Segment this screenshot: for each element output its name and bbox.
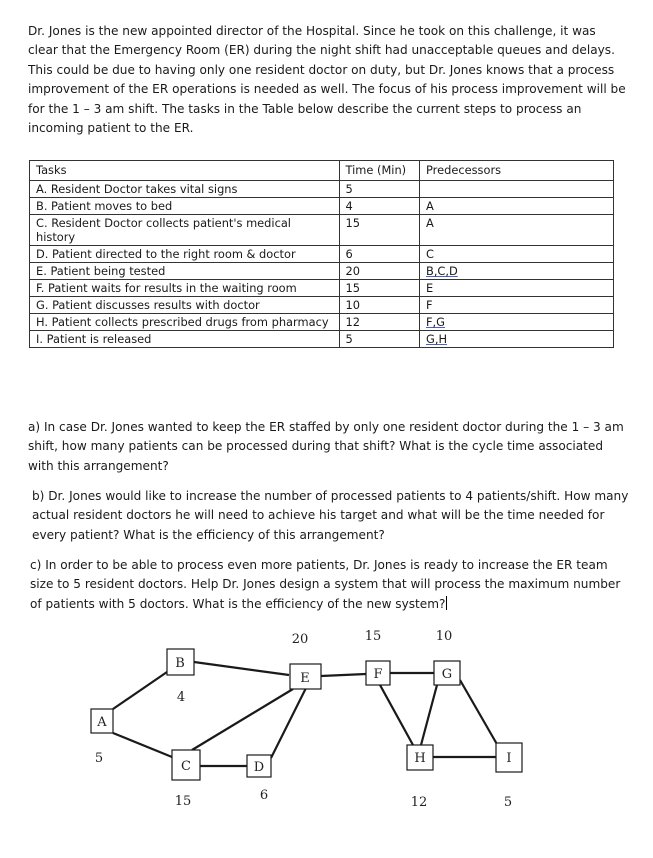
task-cell: G. Patient discusses results with doctor [30,297,340,314]
node-e-label: E [300,671,310,686]
time-cell: 10 [339,297,419,314]
task-cell: C. Resident Doctor collects patient's medical history [30,215,340,246]
edge-a-c [113,733,172,757]
header-time: Time (Min) [339,161,419,181]
node-f-time: 15 [364,629,382,644]
node-g-time: 10 [435,629,453,644]
time-cell: 6 [339,246,419,263]
node-b-time: 4 [176,690,186,705]
predecessors-cell: B,C,D [420,263,614,280]
task-cell: H. Patient collects prescribed drugs from pharmacy [30,314,340,331]
edge-e-f [321,674,366,676]
task-cell: E. Patient being tested [30,263,340,280]
edge-g-h [421,685,437,745]
node-times [95,629,512,810]
node-f-label: F [373,667,383,682]
node-e-time: 20 [291,632,309,647]
task-cell: A. Resident Doctor takes vital signs [30,181,340,198]
question-c-text: c) In order to be able to process even more patients, Dr. Jones is ready to increase the ER team size to 5 resident doctors. Help Dr. Jones design a system that will process the maximum number of patients with 5 doctors. What is the efficiency of the new system? [30,558,621,611]
time-cell: 20 [339,263,419,280]
question-b: b) Dr. Jones would like to increase the number of processed patients to 4 patients/shift. How many actual resident doctors he will need to achieve his target and what will be the time needed for every patient? What is the efficiency of this arrangement? [32,489,629,542]
node-b-label: B [175,656,185,671]
task-cell: D. Patient directed to the right room & doctor [30,246,340,263]
node-d-label: D [253,760,265,775]
time-cell: 5 [339,331,419,348]
edge-a-b [113,672,167,709]
time-cell: 5 [339,181,419,198]
edge-f-h [380,685,413,745]
node-a-label: A [97,715,107,730]
node-c-time: 15 [174,794,192,809]
node-h-time: 12 [410,795,428,810]
predecessors-cell: A [420,215,614,246]
task-cell: I. Patient is released [30,331,340,348]
predecessors-cell: C [420,246,614,263]
node-i-label: I [506,751,512,766]
predecessors-cell: A [420,198,614,215]
predecessors-cell: G,H [420,331,614,348]
node-a-time: 5 [94,751,104,766]
header-predecessors: Predecessors [420,161,614,181]
task-cell: B. Patient moves to bed [30,198,340,215]
predecessors-cell: E [420,280,614,297]
network-nodes [91,649,522,780]
predecessors-cell: F [420,297,614,314]
node-g-label: G [441,667,453,682]
task-cell: F. Patient waits for results in the waiting room [30,280,340,297]
edge-c-e [192,689,293,750]
edge-g-i [460,680,498,746]
predecessors-cell: F,G [420,314,614,331]
time-cell: 15 [339,280,419,297]
node-c-label: C [181,759,191,774]
node-d-time: 6 [259,788,269,803]
intro-paragraph: Dr. Jones is the new appointed director of the Hospital. Since he took on this challenge, it was clear that the Emergency Room (ER) during the night shift had unacceptable queues and delays. This could be due to having only one resident doctor on duty, but Dr. Jones knows that a process improvement of the ER operations is needed as well. The focus of his process improvement will be for the 1 – 3 am shift. The tasks in the Table below describe the current steps to process an incoming patient to the ER. [28,24,626,136]
time-cell: 15 [339,215,419,246]
question-a: a) In case Dr. Jones wanted to keep the ER staffed by only one resident doctor during the 1 – 3 am shift, how many patients can be processed during that shift? What is the cycle time associated with this arrangement? [28,420,624,473]
node-h-label: H [414,751,426,766]
time-cell: 12 [339,314,419,331]
edge-b-e [194,662,289,675]
header-tasks: Tasks [30,161,340,181]
time-cell: 4 [339,198,419,215]
node-i-time: 5 [503,795,513,810]
